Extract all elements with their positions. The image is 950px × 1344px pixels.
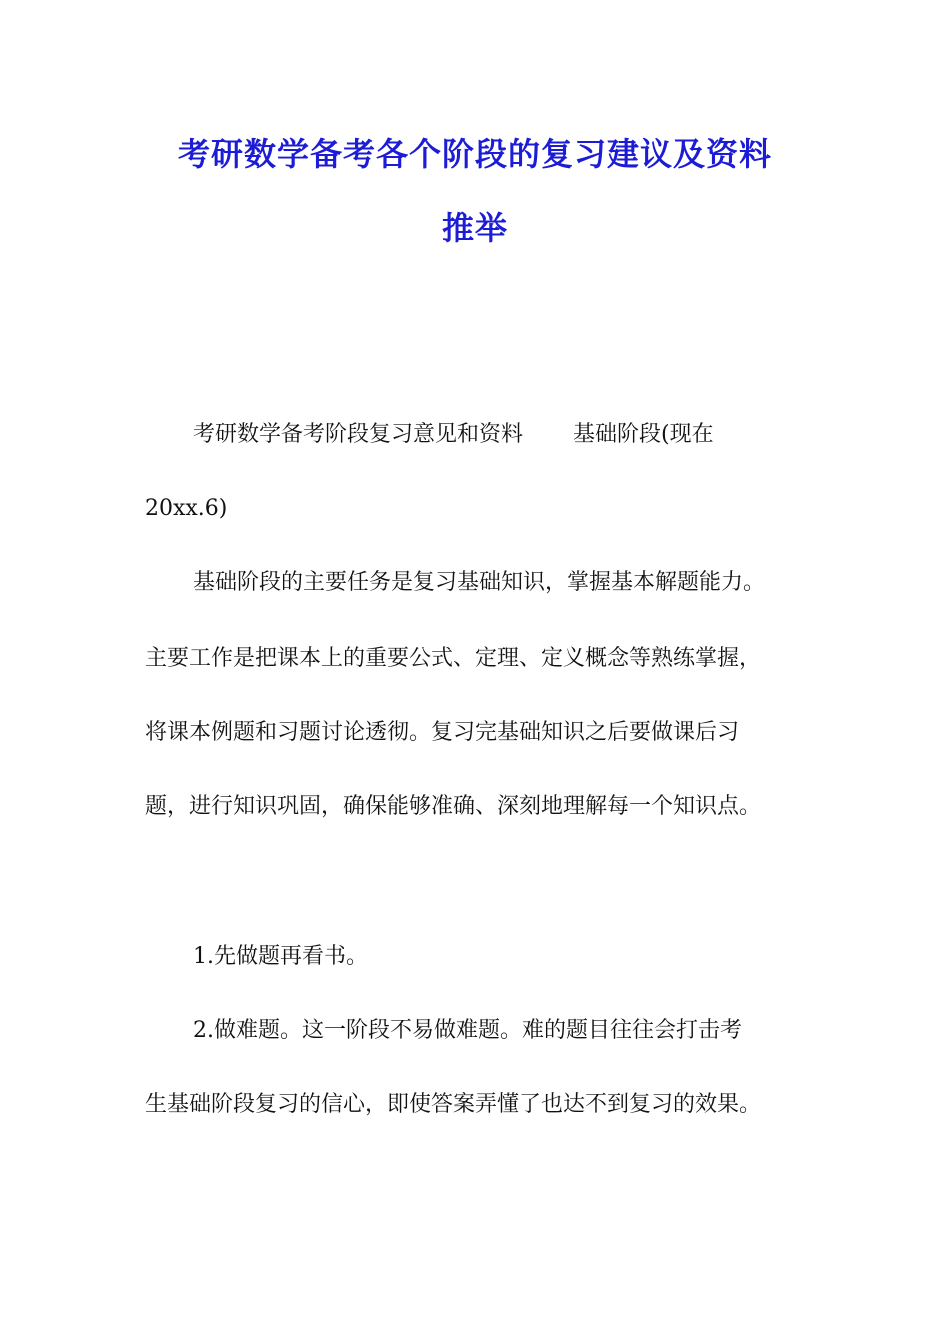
list-item-2-cont: 生基础阶段复习的信心，即使答案弄懂了也达不到复习的效果。 bbox=[145, 1092, 762, 1117]
section-heading-left: 考研数学备考阶段复习意见和资料 bbox=[193, 422, 524, 447]
document-title-line-1: 考研数学备考各个阶段的复习建议及资料 bbox=[177, 135, 772, 173]
paragraph1-line-4: 题，进行知识巩固，确保能够准确、深刻地理解每一个知识点。 bbox=[145, 794, 762, 819]
paragraph1-line-1: 基础阶段的主要任务是复习基础知识，掌握基本解题能力。 bbox=[193, 570, 766, 595]
section-heading-cont: 20xx.6) bbox=[145, 496, 228, 521]
document-title-line-2: 推举 bbox=[441, 209, 508, 247]
section-heading bbox=[193, 420, 714, 450]
list-item-1: 1.先做题再看书。 bbox=[193, 944, 368, 969]
paragraph1-line-3: 将课本例题和习题讨论透彻。复习完基础知识之后要做课后习 bbox=[145, 720, 740, 745]
paragraph1-line-2: 主要工作是把课本上的重要公式、定理、定义概念等熟练掌握， bbox=[145, 646, 762, 671]
section-heading-right: 基础阶段(现在 bbox=[573, 422, 714, 447]
list-item-2: 2.做难题。这一阶段不易做难题。难的题目往往会打击考 bbox=[193, 1018, 742, 1043]
